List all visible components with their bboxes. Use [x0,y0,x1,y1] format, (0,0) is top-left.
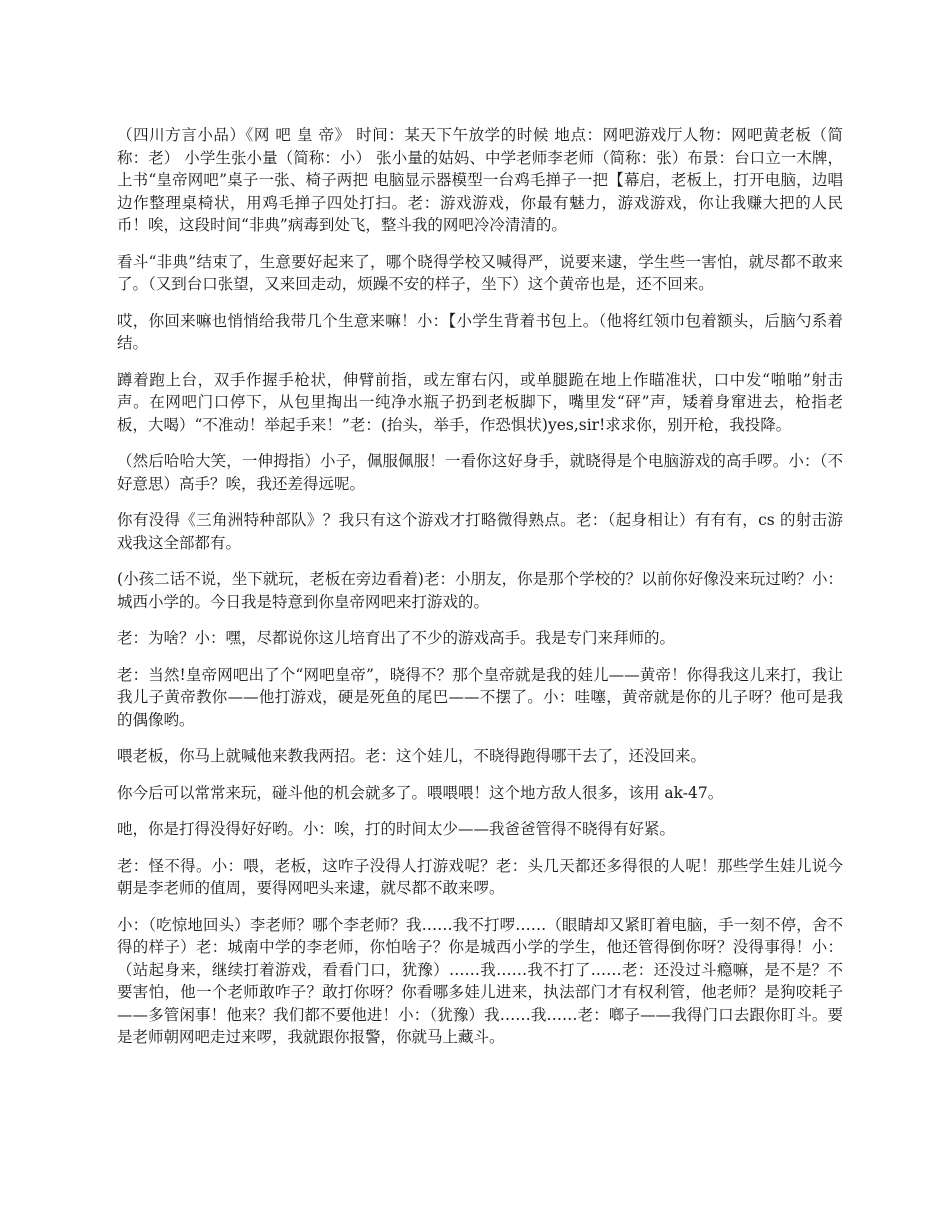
paragraph: 蹲着跑上台，双手作握手枪状，伸臂前指，或左窜右闪，或单腿跪在地上作瞄准状，口中发“啪啪”射击声。在网吧门口停下，从包里掏出一纯净水瓶子扔到老板脚下，嘴里发“砰”声，矮着身窜进去，枪指老板，大喝）“不准动！举起手来！”老：(抬头，举手，作恐惧状)yes,sir!求求你，别开枪，我投降。 [117,370,843,434]
paragraph: (小孩二话不说，坐下就玩，老板在旁边看着)老：小朋友，你是那个学校的？以前你好像没来玩过哟？小：城西小学的。今日我是特意到你皇帝网吧来打游戏的。 [117,570,843,611]
paragraph: （然后哈哈大笑，一伸拇指）小子，佩服佩服！一看你这好身手，就晓得是个电脑游戏的高手啰。小：（不好意思）高手？唉，我还差得远呢。 [117,452,843,493]
paragraph: 老：怪不得。小：喂，老板，这咋子没得人打游戏呢？老：头几天都还多得很的人呢！那些学生娃儿说今朝是李老师的值周，要得网吧头来逮，就尽都不敢来啰。 [117,856,843,897]
paragraph: 你有没得《三角洲特种部队》？我只有这个游戏才打略微得熟点。老：（起身相让）有有有，cs 的射击游戏我这全部都有。 [117,511,843,552]
paragraph: 小：（吃惊地回头）李老师？哪个李老师？我……我不打啰……（眼睛却又紧盯着电脑，手一刻不停，舍不得的样子）老：城南中学的李老师，你怕啥子？你是城西小学的学生，他还管得倒你呀？没得事得！小：（站起身来，继续打着游戏，看看门口，犹豫）……我……我不打了……老：还没过斗瘾嘛，是不是？不要害怕，他一个老师敢咋子？敢打你呀？你看哪多娃儿进来，执法部门才有权利管，他老师？是狗咬耗子——多管闲事！他来？我们都不要他进！小：（犹豫）我……我……老：啷子——我得门口去跟你盯斗。要是老师朝网吧走过来啰，我就跟你报警，你就马上藏斗。 [117,915,843,1046]
paragraph: 老：当然!皇帝网吧出了个“网吧皇帝”，晓得不？那个皇帝就是我的娃儿——黄帝！你得我这儿来打，我让我儿子黄帝教你——他打游戏，硬是死鱼的尾巴——不摆了。小：哇噻，黄帝就是你的儿子呀？他可是我的偶像哟。 [117,665,843,729]
paragraph: 你今后可以常常来玩，碰斗他的机会就多了。喂喂喂！这个地方敌人很多，该用 ak-47。 [117,783,724,802]
paragraph: （四川方言小品）《网 吧 皇 帝》 时间：某天下午放学的时候 地点：网吧游戏厅人物：网吧黄老板（简称：老） 小学生张小量（简称：小） 张小量的姑妈、中学老师李老师（简称：张）布景：台口立一木牌，上书“皇帝网吧”桌子一张、椅子两把 电脑显示器模型一台鸡毛掸子一把【幕启，老板上，打开电脑，边唱边作整理桌椅状，用鸡毛掸子四处打扫。老：游戏游戏，你最有魅力，游戏游戏，你让我赚大把的人民币！唉，这段时间“非典”病毒到处飞，整斗我的网吧冷冷清清的。 [117,126,843,234]
paragraph: 老：为啥？小：嘿，尽都说你这儿培育出了不少的游戏高手。我是专门来拜师的。 [117,629,676,647]
paragraph: 哎，你回来嘛也悄悄给我带几个生意来嘛！小：【小学生背着书包上。（他将红领巾包着额头，后脑勺系着结。 [117,311,843,352]
document-body [117,124,843,1063]
paragraph: 喂老板，你马上就喊他来教我两招。老：这个娃儿，不晓得跑得哪干去了，还没回来。 [117,747,707,765]
paragraph: 吔，你是打得没得好好哟。小：唉，打的时间太少——我爸爸管得不晓得有好紧。 [117,820,676,838]
paragraph: 看斗“非典”结束了，生意要好起来了，哪个晓得学校又喊得严，说要来逮，学生些一害怕，就尽都不敢来了。（又到台口张望，又来回走动，烦躁不安的样子，坐下）这个黄帝也是，还不回来。 [117,252,843,293]
